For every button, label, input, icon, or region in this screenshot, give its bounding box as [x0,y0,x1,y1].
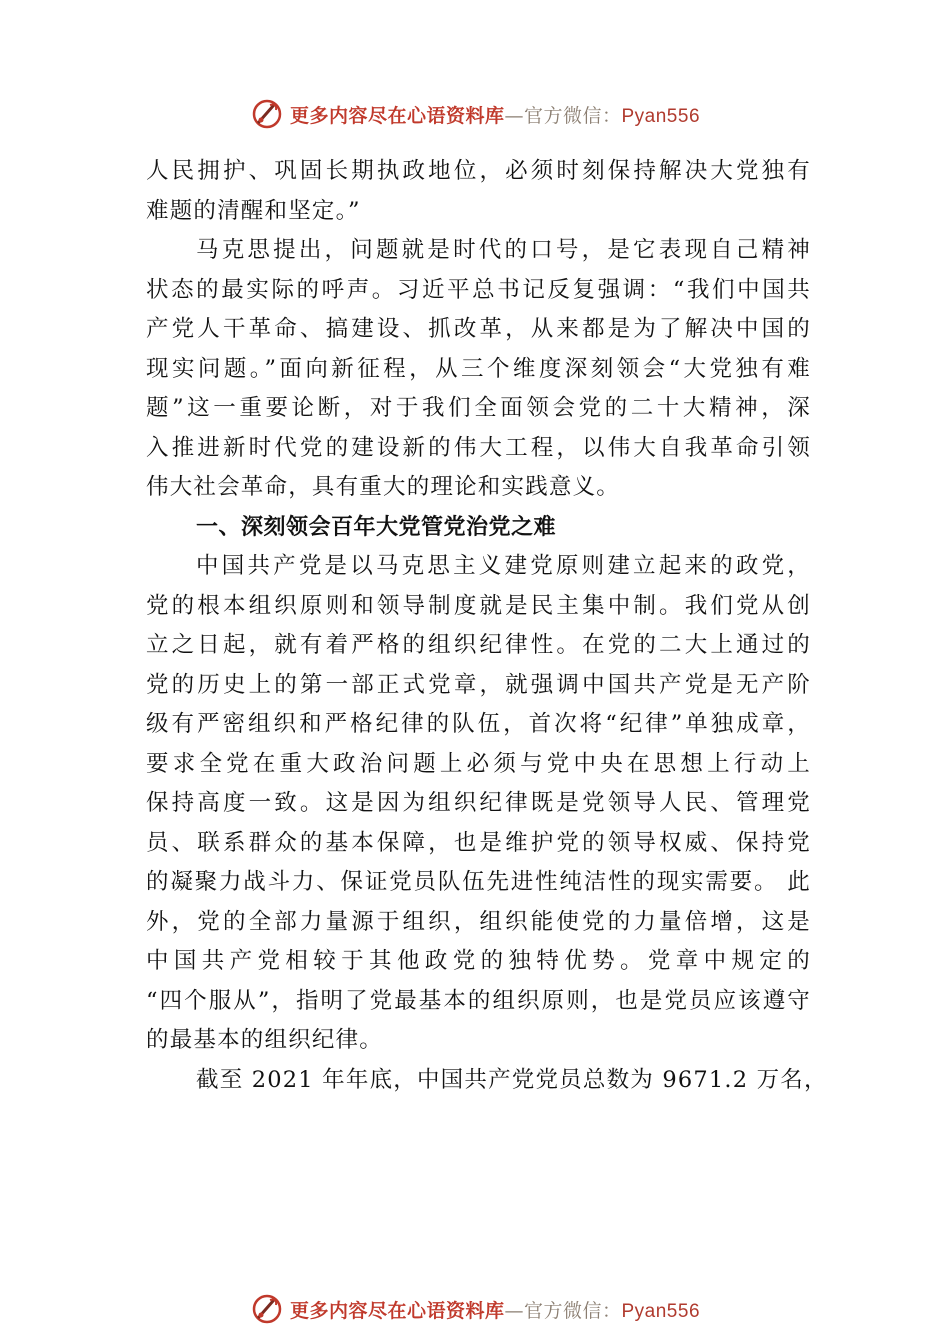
text-line: 党的根本组织原则和领导制度就是民主集中制。我们党从创 [146,592,811,619]
brush-logo-icon [250,97,284,131]
text-line: 难题的清醒和坚定。” [146,197,361,224]
text-line: 题”这一重要论断，对于我们全面领会党的二十大精神，深 [146,395,811,421]
header-watermark [0,92,950,136]
footer-watermark [0,1287,950,1331]
text-line: 的最基本的组织纪律。 [146,1027,384,1053]
footer-separator-text: —官方微信： [504,1299,622,1322]
text-line: 现实问题。”面向新征程，从三个维度深刻领会“大党独有难 [146,355,811,382]
paragraph-first-line: 截至 2021 年年底，中国共产党党员总数为 9671.2 万名， [196,1066,828,1093]
text-line: 的凝聚力战斗力、保证党员队伍先进性纯洁性的现实需要。 此 [146,869,811,895]
footer-wechat-id: Pyan556 [621,1300,701,1322]
document-body [146,152,828,1100]
footer-brand-text: 更多内容尽在心语资料库 [289,1299,505,1322]
paragraph-first-line: 中国共产党是以马克思主义建党原则建立起来的政党， [196,553,811,579]
header-watermark-text [290,101,700,128]
text-line: 入推进新时代党的建设新的伟大工程，以伟大自我革命引领 [146,434,811,461]
brush-logo-icon [250,1292,284,1326]
text-line: 要求全党在重大政治问题上必须与党中央在思想上行动上 [146,750,811,777]
header-separator-text: —官方微信： [504,104,622,127]
text-line: 伟大社会革命，具有重大的理论和实践意义。 [146,474,621,500]
section-heading: 一、深刻领会百年大党管党治党之难 [196,514,557,540]
text-line: 状态的最实际的呼声。习近平总书记反复强调：“我们中国共 [146,276,811,303]
header-wechat-id: Pyan556 [621,105,701,127]
text-line: “四个服从”，指明了党最基本的组织原则，也是党员应该遵守 [146,987,811,1014]
text-line: 中国共产党相较于其他政党的独特优势。党章中规定的 [146,948,811,974]
text-line: 保持高度一致。这是因为组织纪律既是党领导人民、管理党 [146,790,811,816]
text-line: 人民拥护、巩固长期执政地位，必须时刻保持解决大党独有 [146,158,811,184]
paragraph-first-line: 马克思提出，问题就是时代的口号，是它表现自己精神 [196,237,811,263]
text-line: 立之日起，就有着严格的组织纪律性。在党的二大上通过的 [146,632,811,658]
text-line: 级有严密组织和严格纪律的队伍，首次将“纪律”单独成章， [146,711,811,737]
footer-watermark-text [290,1296,700,1323]
header-brand-text: 更多内容尽在心语资料库 [289,104,505,127]
text-line: 员、联系群众的基本保障，也是维护党的领导权威、保持党 [146,829,811,856]
text-line: 产党人干革命、搞建设、抓改革，从来都是为了解决中国的 [146,316,811,342]
text-line: 党的历史上的第一部正式党章，就强调中国共产党是无产阶 [146,671,811,698]
text-line: 外，党的全部力量源于组织，组织能使党的力量倍增，这是 [146,908,811,935]
